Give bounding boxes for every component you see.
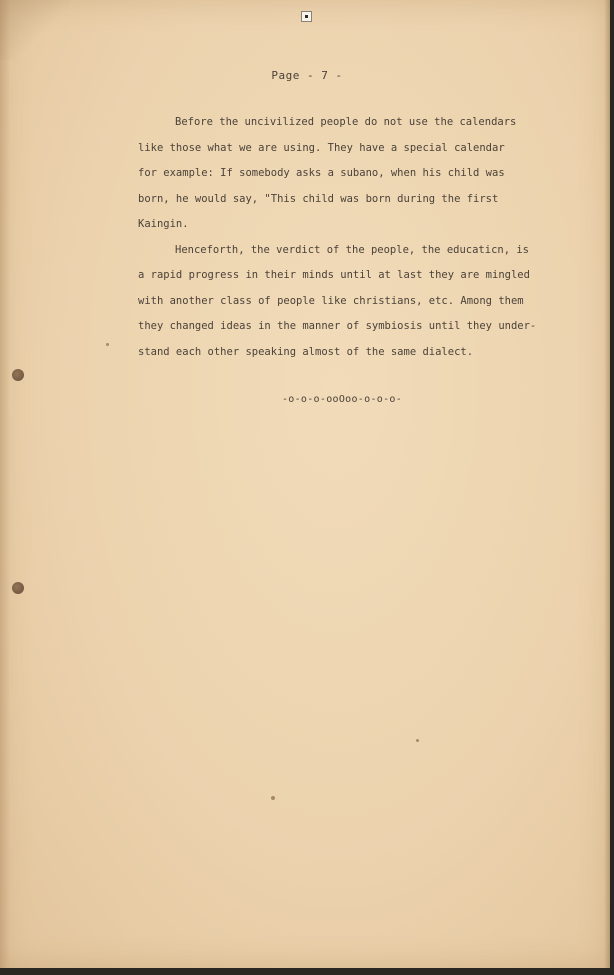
- punch-hole-top: [12, 369, 24, 381]
- text-line: Henceforth, the verdict of the people, the educaticn, is: [175, 243, 530, 256]
- text-line: with another class of people like christians, etc. Among them: [138, 294, 524, 307]
- text-line: a rapid progress in their minds until at last they are mingled: [138, 269, 530, 281]
- text-line: like those what we are using. They have a special calendar: [138, 141, 505, 154]
- punch-hole-bottom: [12, 582, 24, 594]
- text-line: Before the uncivilized people do not use the calendars: [175, 116, 517, 128]
- text-line: stand each other speaking almost of the same dialect.: [138, 345, 474, 358]
- page-left-edge-shadow: [0, 0, 10, 968]
- paper-speck: [416, 739, 419, 742]
- staple-mark-icon: [301, 11, 312, 22]
- paper-speck: [106, 343, 109, 346]
- paper-speck: [271, 796, 275, 800]
- text-line: born, he would say, "This child was born during the first: [138, 192, 499, 205]
- text-line: Kaingin.: [138, 218, 189, 230]
- text-line: they changed ideas in the manner of symbiosis until they under-: [138, 320, 537, 332]
- body-text: [138, 110, 548, 365]
- section-divider: -o-o-o-ooOoo-o-o-o-: [281, 394, 403, 405]
- page-number: Page - 7 -: [271, 69, 343, 82]
- text-line: for example: If somebody asks a subano, when his child was: [138, 167, 505, 179]
- page-right-edge-shadow: [604, 0, 610, 968]
